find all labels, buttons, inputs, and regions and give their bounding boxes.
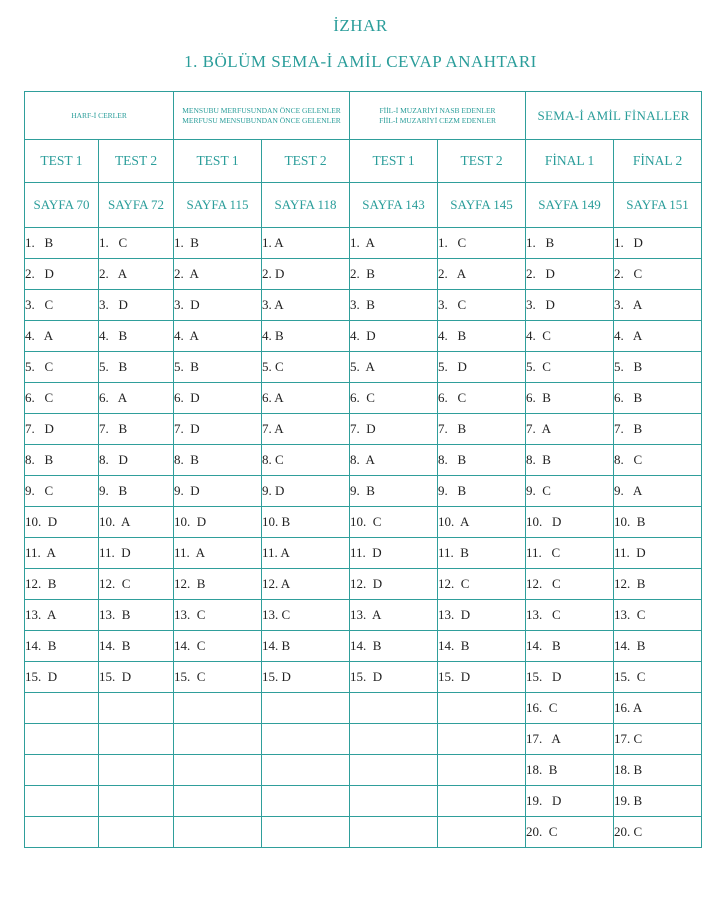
answer-cell: 6. C bbox=[350, 383, 438, 414]
answer-cell: 13. C bbox=[614, 600, 702, 631]
column-test-header: TEST 1 bbox=[350, 140, 438, 183]
answer-cell bbox=[99, 755, 174, 786]
answer-cell: 15. C bbox=[174, 662, 262, 693]
answer-cell: 15. D bbox=[350, 662, 438, 693]
answer-cell bbox=[262, 693, 350, 724]
answer-cell bbox=[350, 786, 438, 817]
answer-cell: 14. B bbox=[99, 631, 174, 662]
answer-cell: 5. D bbox=[438, 352, 526, 383]
answer-cell: 15. D bbox=[438, 662, 526, 693]
answer-cell bbox=[99, 786, 174, 817]
answer-row bbox=[25, 414, 702, 445]
answer-cell: 11. D bbox=[99, 538, 174, 569]
column-page-header: SAYFA 145 bbox=[438, 183, 526, 228]
column-test-header: FİNAL 2 bbox=[614, 140, 702, 183]
answer-cell: 6. C bbox=[25, 383, 99, 414]
answer-cell: 11. D bbox=[614, 538, 702, 569]
answer-cell: 11. C bbox=[526, 538, 614, 569]
answer-cell: 12. B bbox=[614, 569, 702, 600]
answer-cell: 1. B bbox=[25, 228, 99, 259]
page-title: İZHAR bbox=[333, 16, 388, 35]
answer-cell bbox=[350, 693, 438, 724]
answer-cell bbox=[25, 786, 99, 817]
answer-cell: 12. B bbox=[174, 569, 262, 600]
answer-cell bbox=[438, 724, 526, 755]
answer-cell: 2. A bbox=[99, 259, 174, 290]
answer-cell: 2. D bbox=[25, 259, 99, 290]
answer-cell: 13. A bbox=[25, 600, 99, 631]
answer-cell: 13. A bbox=[350, 600, 438, 631]
answer-cell: 3. C bbox=[25, 290, 99, 321]
answer-cell: 7. D bbox=[174, 414, 262, 445]
answer-row bbox=[25, 631, 702, 662]
column-test-header: FİNAL 1 bbox=[526, 140, 614, 183]
answer-row bbox=[25, 662, 702, 693]
answer-cell: 8. B bbox=[438, 445, 526, 476]
answer-cell: 8. B bbox=[526, 445, 614, 476]
answer-cell: 14. C bbox=[174, 631, 262, 662]
answer-cell bbox=[438, 786, 526, 817]
answer-cell: 9. A bbox=[614, 476, 702, 507]
answer-cell: 2. C bbox=[614, 259, 702, 290]
answer-cell: 7. A bbox=[526, 414, 614, 445]
answer-cell: 1. A bbox=[262, 228, 350, 259]
answer-cell: 16. C bbox=[526, 693, 614, 724]
answer-cell: 12. C bbox=[526, 569, 614, 600]
answer-cell: 8. D bbox=[99, 445, 174, 476]
answer-cell bbox=[262, 786, 350, 817]
answer-cell: 6. B bbox=[614, 383, 702, 414]
answer-cell: 12. D bbox=[350, 569, 438, 600]
answer-cell bbox=[438, 817, 526, 848]
answer-cell bbox=[174, 755, 262, 786]
answer-cell: 11. A bbox=[174, 538, 262, 569]
answer-cell: 15. C bbox=[614, 662, 702, 693]
answer-row bbox=[25, 507, 702, 538]
answer-row bbox=[25, 352, 702, 383]
answer-cell: 13. C bbox=[174, 600, 262, 631]
column-test-header: TEST 2 bbox=[262, 140, 350, 183]
answer-row bbox=[25, 290, 702, 321]
answer-cell: 3. D bbox=[526, 290, 614, 321]
answer-cell: 2. A bbox=[174, 259, 262, 290]
answer-cell: 18. B bbox=[614, 755, 702, 786]
answer-cell: 20. C bbox=[614, 817, 702, 848]
group-header: FİİL-İ MUZARİYİ NASB EDENLER FİİL-İ MUZARİYİ CEZM EDENLER bbox=[350, 92, 526, 140]
answer-cell bbox=[25, 693, 99, 724]
answer-cell: 14. B bbox=[262, 631, 350, 662]
answer-cell: 7. B bbox=[614, 414, 702, 445]
answer-row bbox=[25, 693, 702, 724]
answer-cell: 10. A bbox=[99, 507, 174, 538]
answer-cell: 16. A bbox=[614, 693, 702, 724]
answer-cell: 15. D bbox=[99, 662, 174, 693]
answer-cell bbox=[174, 817, 262, 848]
answer-cell bbox=[350, 724, 438, 755]
answer-cell bbox=[350, 817, 438, 848]
answer-cell: 19. D bbox=[526, 786, 614, 817]
answer-cell: 2. D bbox=[262, 259, 350, 290]
answer-cell: 6. B bbox=[526, 383, 614, 414]
answer-row bbox=[25, 259, 702, 290]
answer-cell: 4. A bbox=[174, 321, 262, 352]
answer-cell: 2. B bbox=[350, 259, 438, 290]
answer-row bbox=[25, 321, 702, 352]
answer-cell bbox=[99, 693, 174, 724]
column-page-header: SAYFA 118 bbox=[262, 183, 350, 228]
answer-cell: 15. D bbox=[526, 662, 614, 693]
answer-row bbox=[25, 786, 702, 817]
answer-cell bbox=[25, 817, 99, 848]
answer-row bbox=[25, 445, 702, 476]
answer-cell: 5. A bbox=[350, 352, 438, 383]
answer-cell: 12. B bbox=[25, 569, 99, 600]
group-header: MENSUBU MERFUSUNDAN ÖNCE GELENLER MERFUSU MENSUBUNDAN ÖNCE GELENLER bbox=[174, 92, 350, 140]
answer-row bbox=[25, 383, 702, 414]
column-page-header: SAYFA 143 bbox=[350, 183, 438, 228]
answer-cell: 4. C bbox=[526, 321, 614, 352]
answer-key-table bbox=[24, 91, 702, 848]
answer-cell bbox=[174, 786, 262, 817]
answer-cell: 5. B bbox=[174, 352, 262, 383]
answer-cell: 10. A bbox=[438, 507, 526, 538]
answer-cell bbox=[262, 817, 350, 848]
answer-cell: 1. D bbox=[614, 228, 702, 259]
column-page-header: SAYFA 149 bbox=[526, 183, 614, 228]
column-test-header: TEST 2 bbox=[99, 140, 174, 183]
answer-cell: 13. C bbox=[262, 600, 350, 631]
answer-cell: 7. B bbox=[438, 414, 526, 445]
answer-cell: 2. A bbox=[438, 259, 526, 290]
answer-cell: 14. B bbox=[614, 631, 702, 662]
answer-cell: 5. C bbox=[25, 352, 99, 383]
answer-cell: 10. C bbox=[350, 507, 438, 538]
answer-cell: 5. B bbox=[614, 352, 702, 383]
answer-cell: 4. B bbox=[262, 321, 350, 352]
answer-row bbox=[25, 817, 702, 848]
answer-cell: 17. A bbox=[526, 724, 614, 755]
column-page-header: SAYFA 72 bbox=[99, 183, 174, 228]
answer-cell: 14. B bbox=[350, 631, 438, 662]
answer-cell: 11. B bbox=[438, 538, 526, 569]
answer-cell: 12. C bbox=[438, 569, 526, 600]
answer-cell: 3. B bbox=[350, 290, 438, 321]
answer-cell bbox=[438, 693, 526, 724]
answer-row bbox=[25, 755, 702, 786]
answer-cell: 10. B bbox=[614, 507, 702, 538]
answer-cell: 8. B bbox=[25, 445, 99, 476]
answer-cell: 4. A bbox=[614, 321, 702, 352]
answer-cell: 1. A bbox=[350, 228, 438, 259]
answer-cell bbox=[262, 755, 350, 786]
answer-cell: 4. A bbox=[25, 321, 99, 352]
answer-cell: 15. D bbox=[25, 662, 99, 693]
answer-cell: 1. B bbox=[526, 228, 614, 259]
answer-cell: 3. A bbox=[262, 290, 350, 321]
answer-cell: 4. B bbox=[99, 321, 174, 352]
answer-cell: 9. C bbox=[526, 476, 614, 507]
answer-cell bbox=[99, 817, 174, 848]
answer-cell: 13. B bbox=[99, 600, 174, 631]
answer-cell: 3. C bbox=[438, 290, 526, 321]
answer-row bbox=[25, 228, 702, 259]
column-test-header: TEST 2 bbox=[438, 140, 526, 183]
answer-cell: 7. B bbox=[99, 414, 174, 445]
answer-cell: 9. C bbox=[25, 476, 99, 507]
page-subtitle: 1. BÖLÜM SEMA-İ AMİL CEVAP ANAHTARI bbox=[184, 52, 537, 71]
answer-cell: 12. C bbox=[99, 569, 174, 600]
answer-cell: 18. B bbox=[526, 755, 614, 786]
answer-row bbox=[25, 600, 702, 631]
page-header-row bbox=[25, 183, 702, 228]
answer-cell: 10. D bbox=[174, 507, 262, 538]
answer-cell: 1. C bbox=[438, 228, 526, 259]
group-header-row bbox=[25, 92, 702, 140]
answer-cell: 4. D bbox=[350, 321, 438, 352]
answer-cell: 7. A bbox=[262, 414, 350, 445]
answer-cell: 14. B bbox=[526, 631, 614, 662]
answer-cell: 17. C bbox=[614, 724, 702, 755]
answer-cell: 6. A bbox=[262, 383, 350, 414]
answer-cell: 8. B bbox=[174, 445, 262, 476]
answer-cell: 6. C bbox=[438, 383, 526, 414]
answer-cell: 5. B bbox=[99, 352, 174, 383]
test-header-row bbox=[25, 140, 702, 183]
column-page-header: SAYFA 115 bbox=[174, 183, 262, 228]
answer-cell: 19. B bbox=[614, 786, 702, 817]
answer-cell: 8. C bbox=[614, 445, 702, 476]
answer-row bbox=[25, 476, 702, 507]
group-header: SEMA-İ AMİL FİNALLER bbox=[526, 92, 702, 140]
answer-cell bbox=[174, 693, 262, 724]
answer-cell: 14. B bbox=[25, 631, 99, 662]
answer-cell: 5. C bbox=[526, 352, 614, 383]
answer-cell: 13. D bbox=[438, 600, 526, 631]
answer-cell: 13. C bbox=[526, 600, 614, 631]
answer-cell: 11. D bbox=[350, 538, 438, 569]
answer-cell: 5. C bbox=[262, 352, 350, 383]
column-test-header: TEST 1 bbox=[174, 140, 262, 183]
answer-cell bbox=[99, 724, 174, 755]
answer-cell bbox=[350, 755, 438, 786]
answer-cell bbox=[262, 724, 350, 755]
answer-cell: 11. A bbox=[262, 538, 350, 569]
answer-cell: 9. B bbox=[99, 476, 174, 507]
answer-cell bbox=[25, 724, 99, 755]
answer-cell: 3. D bbox=[99, 290, 174, 321]
answer-cell: 2. D bbox=[526, 259, 614, 290]
answer-cell: 9. D bbox=[174, 476, 262, 507]
answer-cell: 6. A bbox=[99, 383, 174, 414]
answer-cell: 9. B bbox=[438, 476, 526, 507]
answer-cell: 7. D bbox=[350, 414, 438, 445]
answer-cell: 15. D bbox=[262, 662, 350, 693]
answer-cell: 8. A bbox=[350, 445, 438, 476]
answer-row bbox=[25, 538, 702, 569]
answer-cell: 3. A bbox=[614, 290, 702, 321]
answer-cell: 3. D bbox=[174, 290, 262, 321]
answer-cell: 8. C bbox=[262, 445, 350, 476]
answer-row bbox=[25, 569, 702, 600]
answer-cell: 11. A bbox=[25, 538, 99, 569]
answer-cell: 4. B bbox=[438, 321, 526, 352]
answer-cell: 9. B bbox=[350, 476, 438, 507]
answer-cell: 10. D bbox=[25, 507, 99, 538]
group-header: HARF-İ CERLER bbox=[25, 92, 174, 140]
answer-cell: 12. A bbox=[262, 569, 350, 600]
answer-cell: 7. D bbox=[25, 414, 99, 445]
answer-cell: 6. D bbox=[174, 383, 262, 414]
column-page-header: SAYFA 151 bbox=[614, 183, 702, 228]
answer-cell: 1. C bbox=[99, 228, 174, 259]
answer-cell: 10. D bbox=[526, 507, 614, 538]
answer-cell: 1. B bbox=[174, 228, 262, 259]
answer-cell: 9. D bbox=[262, 476, 350, 507]
answer-cell bbox=[174, 724, 262, 755]
answer-cell bbox=[438, 755, 526, 786]
answer-cell: 10. B bbox=[262, 507, 350, 538]
answer-cell bbox=[25, 755, 99, 786]
column-test-header: TEST 1 bbox=[25, 140, 99, 183]
column-page-header: SAYFA 70 bbox=[25, 183, 99, 228]
answer-cell: 20. C bbox=[526, 817, 614, 848]
answer-cell: 14. B bbox=[438, 631, 526, 662]
answer-row bbox=[25, 724, 702, 755]
